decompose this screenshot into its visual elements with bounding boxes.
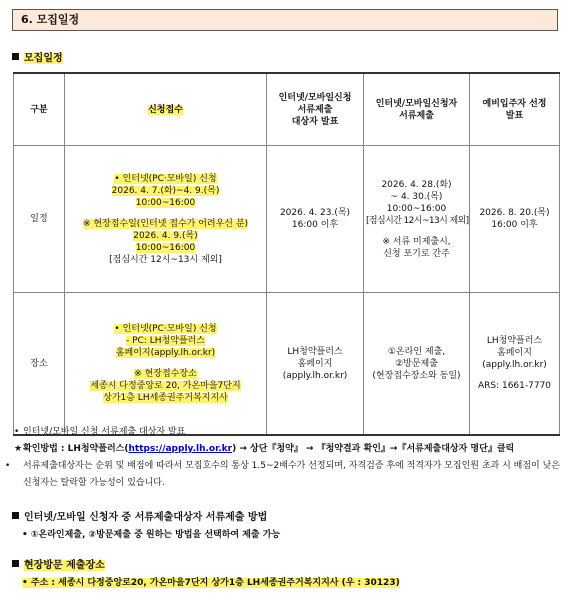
header-select: 예비입주자 선정 발표 <box>470 73 560 146</box>
note-item: • 인터넷/모바일 신청 서류제출 대상자 발표 <box>14 427 186 437</box>
section-heading-place <box>12 556 105 571</box>
note-item: ★확인방법 : LH청약플러스(https://apply.lh.or.kr) → 상단『청약』 → 『청약결과 확인』→『서류제출대상자 명단』클릭 <box>14 444 515 454</box>
section-heading-method <box>12 508 267 523</box>
table-header-row <box>14 73 560 146</box>
heading-text: 모집일정 <box>24 53 63 64</box>
table-row <box>14 293 560 436</box>
square-bullet-icon <box>12 512 19 519</box>
notes-block <box>5 424 562 492</box>
square-bullet-icon <box>12 53 19 60</box>
method-text: • ①온라인제출, ②방문제출 중 원하는 방법을 선택하여 제출 가능 <box>22 530 281 540</box>
cell-apply-place: • 인터넷(PC·모바일) 신청 - PC: LH청약플러스 홈페이지(apply.lh.or.kr) ※ 현장접수장소 세종시 다정중앙로 20, 가온마을7단지 상가1층 LH세종권주거복지지사 <box>65 293 267 436</box>
cell-announce-schedule: 2026. 4. 23.(목) 16:00 이후 <box>267 146 364 293</box>
address-text: • 주소 : 세종시 다정중앙로20, 가온마을7단지 상가1층 LH세종권주거복지지사 (우 : 30123) <box>22 578 400 588</box>
cell-select-place: LH청약플러스 홈페이지 (apply.lh.or.kr) ARS: 1661-7770 <box>470 293 560 436</box>
cell-select-schedule: 2026. 8. 20.(목) 16:00 이후 <box>470 146 560 293</box>
table-row <box>14 146 560 293</box>
section-heading-schedule <box>12 49 63 64</box>
cell-announce-place: LH청약플러스 홈페이지 (apply.lh.or.kr) <box>267 293 364 436</box>
header-category: 구분 <box>14 73 65 146</box>
cell-apply-schedule: • 인터넷(PC·모바일) 신청 2026. 4. 7.(화)~4. 9.(목) 10:00~16:00 ※ 현장접수일(인터넷 접수가 어려우신 분) 2026. 4. 9.(목) 10:00~16:00 [점심시간 12시~13시 제외] <box>65 146 267 293</box>
row-label-schedule: 일정 <box>14 146 65 293</box>
header-apply: 신청접수 <box>65 73 267 146</box>
cell-submit-schedule: 2026. 4. 28.(화) ~ 4. 30.(목) 10:00~16:00 [점심시간 12시~13시 제외] ※ 서류 미제출시, 신청 포기로 간주 <box>364 146 470 293</box>
schedule-table <box>13 72 560 436</box>
cell-submit-place: ①온라인 제출, ②방문제출 (현장접수장소와 동일) <box>364 293 470 436</box>
heading-text: 인터넷/모바일 신청자 중 서류제출대상자 서류제출 방법 <box>24 512 268 523</box>
heading-text: 현장방문 제출장소 <box>24 560 105 571</box>
section-title: 6. 모집일정 <box>12 9 558 31</box>
square-bullet-icon <box>12 560 19 567</box>
row-label-place: 장소 <box>14 293 65 436</box>
note-item: • 서류제출대상자는 순위 및 배점에 따라서 모집호수의 통상 1.5~2배수가 선정되며, 자격검증 후에 적격자가 모집인원 초과 시 배점이 낮은 신청자는 탈락할 가능성이 있습니다. <box>5 461 560 488</box>
lh-link[interactable]: https://apply.lh.or.kr <box>128 444 233 454</box>
header-submit: 인터넷/모바일신청자 서류제출 <box>364 73 470 146</box>
header-announce: 인터넷/모바일신청 서류제출 대상자 발표 <box>267 73 364 146</box>
